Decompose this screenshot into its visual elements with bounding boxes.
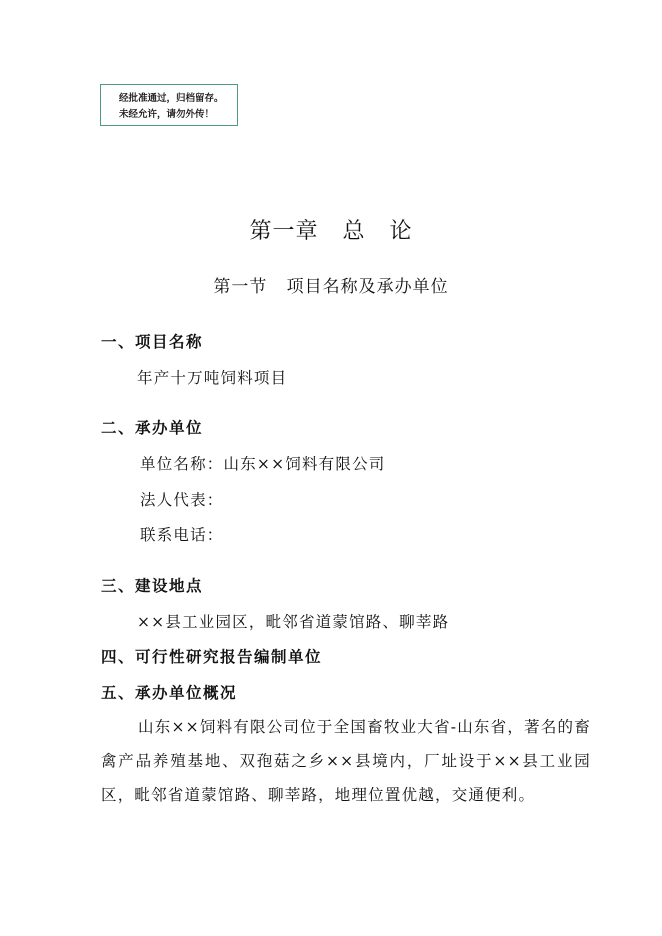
legal-rep-line: 法人代表： <box>140 491 224 509</box>
heading-project-name: 一、项目名称 <box>101 333 204 351</box>
heading-construction-site: 三、建设地点 <box>101 577 204 595</box>
heading-unit-overview: 五、承办单位概况 <box>101 684 238 702</box>
construction-site-text: ××县工业园区，毗邻省道蒙馆路、聊莘路 <box>137 613 450 631</box>
stamp-line-2: 未经允许，请勿外传！ <box>119 109 215 120</box>
section-title: 第一节 项目名称及承办单位 <box>213 277 449 297</box>
chapter-title: 第一章 总 论 <box>249 219 413 244</box>
project-name-text: 年产十万吨饲料项目 <box>137 369 288 387</box>
heading-undertaking-unit: 二、承办单位 <box>101 419 204 437</box>
unit-overview-paragraph: 山东××饲料有限公司位于全国畜牧业大省-山东省，著名的畜禽产品养殖基地、双孢菇之乡××县境内，厂址设于××县工业园区，毗邻省道蒙馆路、聊莘路，地理位置优越，交通便利。 <box>101 718 591 804</box>
heading-report-compiler: 四、可行性研究报告编制单位 <box>101 648 323 666</box>
approval-stamp <box>100 84 238 126</box>
unit-name-line: 单位名称：山东××饲料有限公司 <box>140 455 386 473</box>
stamp-line-1: 经批准通过，归档留存。 <box>119 93 224 104</box>
phone-line: 联系电话： <box>140 526 224 544</box>
